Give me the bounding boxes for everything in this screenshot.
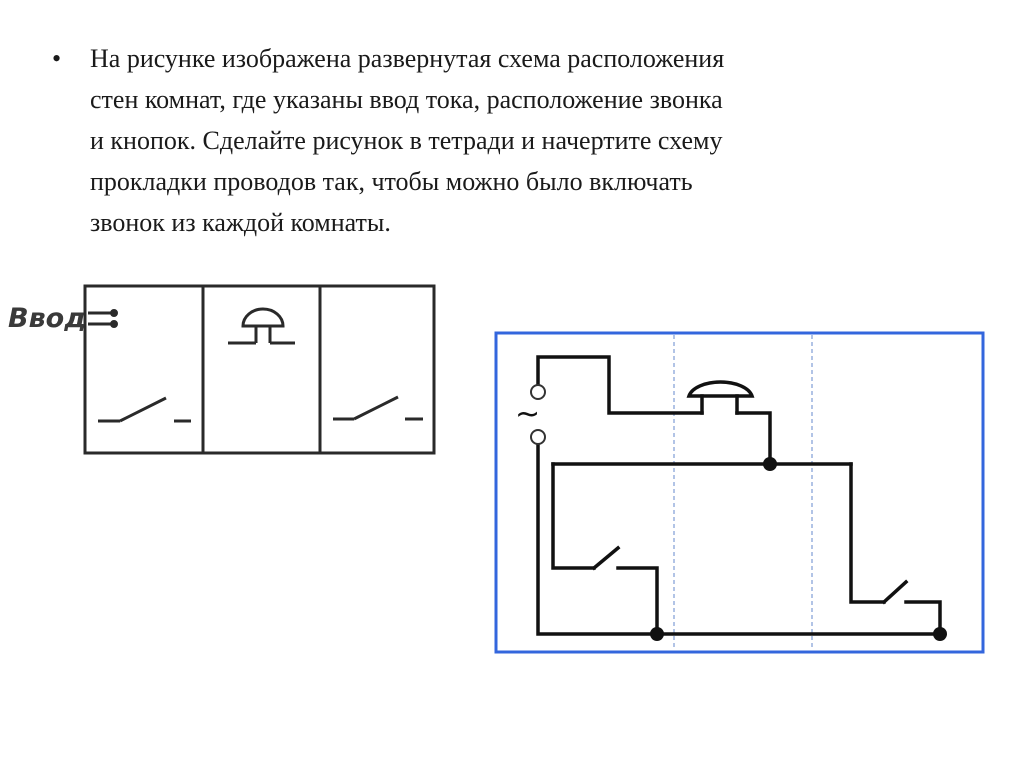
junction-bottom-2 [933, 627, 947, 641]
bell-symbol-solution [689, 382, 752, 413]
input-label: Ввод [8, 303, 87, 334]
room-dividers [674, 335, 812, 650]
terminal-bottom [531, 430, 545, 444]
wiring-diagram [538, 357, 940, 634]
wire-return [538, 444, 940, 634]
switch-1-blade [594, 548, 618, 568]
bell-symbol [228, 309, 295, 343]
junction-dots [650, 457, 947, 641]
wire-bell-right [737, 413, 770, 464]
bullet-marker: • [52, 44, 62, 73]
ac-symbol: ~ [515, 397, 541, 432]
room-layout-diagram [85, 286, 434, 453]
button-switch-room-1 [98, 398, 191, 421]
solution-frame [496, 333, 983, 652]
task-line-4: прокладки проводов так, чтобы можно было включать [90, 167, 693, 196]
task-line-3: и кнопок. Сделайте рисунок в тетради и начертите схему [90, 126, 723, 155]
junction-bell [763, 457, 777, 471]
wire-to-switch-1 [553, 464, 594, 568]
button-switch-room-3 [333, 397, 423, 419]
task-line-2: стен комнат, где указаны ввод тока, расположение звонка [90, 85, 723, 114]
wire-to-switch-2 [851, 464, 884, 602]
junction-bottom-1 [650, 627, 664, 641]
switch-2-blade [884, 582, 906, 602]
wire-switch-1-out [618, 568, 657, 634]
input-terminals [88, 311, 117, 327]
rooms-outline [85, 286, 434, 453]
wire-input-to-bell [538, 357, 702, 413]
task-line-5: звонок из каждой комнаты. [90, 208, 391, 237]
wire-switch-2-out [906, 602, 940, 634]
task-line-1: На рисунке изображена развернутая схема расположения [90, 44, 725, 73]
